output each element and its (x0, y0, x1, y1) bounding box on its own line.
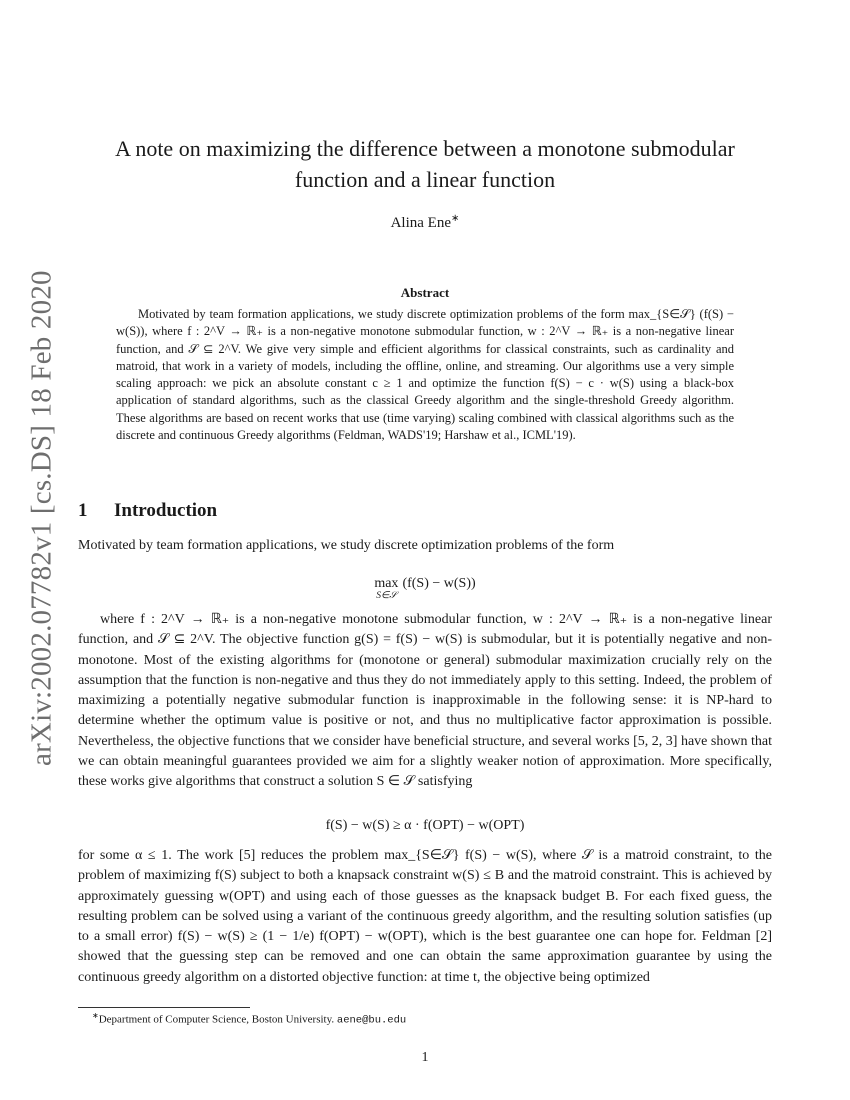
author-footnote-mark: ∗ (451, 213, 460, 224)
page-number: 1 (421, 1050, 429, 1065)
max-operator-subscript: S∈𝒮 (376, 591, 397, 601)
guarantee-expression: f(S) − w(S) ≥ α · f(OPT) − w(OPT) (325, 818, 525, 833)
section-title: Introduction (114, 500, 218, 521)
section-heading (78, 500, 217, 522)
max-operator-symbol: max (374, 576, 399, 591)
author-name: Alina Ene (390, 215, 451, 231)
arxiv-identifier: arXiv:2002.07782v1 [cs.DS] 18 Feb 2020 (25, 270, 58, 766)
footnote-affiliation: Department of Computer Science, Boston University. (98, 1013, 335, 1026)
equation-objective (78, 576, 772, 601)
abstract-heading: Abstract (400, 285, 450, 300)
footnote-mark: ∗ (92, 1011, 99, 1020)
paragraph-1 (78, 610, 772, 793)
section-number: 1 (78, 500, 88, 521)
paragraph-2-text: for some α ≤ 1. The work [5] reduces the problem max_{S∈𝒮} f(S) − w(S), where 𝒮 is a matroid constraint, to the problem of maximizing f(S) subject to both a knapsack constraint w(S) ≤ B and the matroid constraint. This is achieved by approximately guessing w(OPT) and using each of those guesses as the knapsack budget B. For each fixed guess, the resulting problem can be solved using a variant of the continuous greedy algorithm, and the resulting solution satisfies (up to a small error) f(S) − w(S) ≥ (1 − 1/e) f(OPT) − w(OPT), which is the best guarantee one can hope for. Feldman [2] showed that the guessing step can be removed and one can obtain the same approximation guarantee by using the continuous greedy algorithm on a distorted objective function: at time t, the objective being optimized (78, 848, 772, 985)
paragraph-2 (78, 846, 772, 988)
footnote (92, 1011, 406, 1027)
title-line-2: function and a linear function (294, 167, 556, 192)
intro-lead-text: Motivated by team formation applications, we study discrete optimization problems of the form (78, 538, 615, 553)
footnote-email: aene@bu.edu (336, 1014, 407, 1027)
footnote-divider (78, 1007, 250, 1008)
paper-title (78, 133, 772, 195)
equation-guarantee (78, 818, 772, 834)
abstract-text: Motivated by team formation applications, we study discrete optimization problems of the form max_{S∈𝒮} (f(S) − w(S)), where f : 2^V → ℝ₊ is a non-negative monotone submodular function, w : 2^V → ℝ₊ is a non-negative linear function, and 𝒮 ⊆ 2^V. We give very simple and efficient algorithms for classical constraints, such as cardinality and matroid, that work in a variety of models, including the offline, online, and streaming. Our algorithms use a very simple scaling approach: we pick an absolute constant c ≥ 1 and optimize the function f(S) − c · w(S) using a black-box application of standard algorithms, such as the classical Greedy algorithm and the single-threshold Greedy algorithm. These algorithms are based on recent works that use (time varying) scaling combined with classical algorithms such as the discrete and continuous Greedy algorithms (Feldman, WADS'19; Harshaw et al., ICML'19). (116, 307, 734, 443)
title-line-1: A note on maximizing the difference between a monotone submodular (115, 136, 735, 161)
objective-expression: (f(S) − w(S)) (402, 576, 476, 591)
author-line (78, 213, 772, 232)
intro-lead (78, 536, 772, 556)
abstract-body (116, 306, 734, 444)
paragraph-1-text: where f : 2^V → ℝ₊ is a non-negative monotone submodular function, w : 2^V → ℝ₊ is a non-negative linear function, and 𝒮 ⊆ 2^V. The objective function g(S) = f(S) − w(S) is submodular, but it is potentially negative and non-monotone. Most of the existing algorithms for (monotone or general) submodular maximization crucially rely on the assumption that the function is non-negative and thus they do not immediately apply to this setting. Indeed, the problem of maximizing a potentially negative submodular function is inapproximable in the following sense: it is NP-hard to determine whether the optimum value is positive or not, and thus no multiplicative factor approximation is possible. Nevertheless, the objective functions that we consider have beneficial structure, and several works [5, 2, 3] have shown that we can obtain meaningful guarantees provided we aim for a slightly weaker notion of approximation. More specifically, these works give algorithms that construct a solution S ∈ 𝒮 satisfying (78, 612, 772, 790)
max-operator (374, 576, 398, 601)
